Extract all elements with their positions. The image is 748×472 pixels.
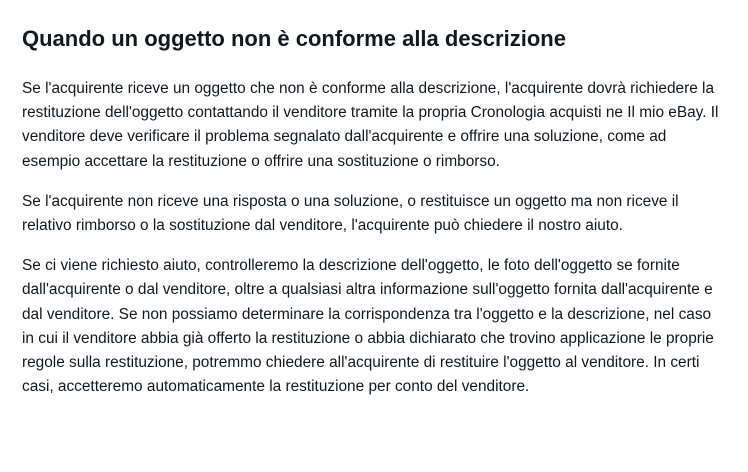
- page-title: Quando un oggetto non è conforme alla descrizione: [22, 26, 566, 51]
- paragraph-help-review: Se ci viene richiesto aiuto, controlleremo la descrizione dell'oggetto, le foto dell'oggetto se fornite dall'acquirente o dal venditore, oltre a qualsiasi altra informazione sull'oggetto fornita dall'acquirente e dal venditore. Se non possiamo determinare la corrispondenza tra l'oggetto e la descrizione, nel caso in cui il venditore abbia già offerto la restituzione o abbia dichiarato che trovino applicazione le proprie regole sulla restituzione, potremmo chiedere all'acquirente di restituire l'oggetto al venditore. In certi casi, accetteremo automaticamente la restituzione per conto del venditore.: [22, 257, 714, 396]
- paragraph-non-conforming-item: Se l'acquirente riceve un oggetto che non è conforme alla descrizione, l'acquirente dovrà richiedere la restituzione dell'oggetto contattando il venditore tramite la propria Cronologia acquisti ne Il mio eBay. Il venditore deve verificare il problema segnalato dall'acquirente e offrire una soluzione, come ad esempio accettare la restituzione o offrire una sostituzione o rimborso.: [22, 80, 719, 170]
- paragraph-no-response: Se l'acquirente non riceve una risposta o una soluzione, o restituisce un oggetto ma non riceve il relativo rimborso o la sostituzione dal venditore, l'acquirente può chiedere il nostro aiuto.: [22, 192, 679, 235]
